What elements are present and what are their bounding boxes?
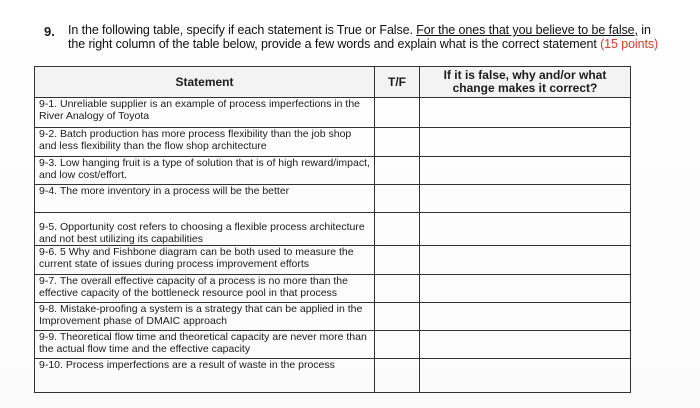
statement-cell: 9-7. The overall effective capacity of a process is no more than the effective capacity of the bottleneck resource pool in that process <box>35 275 375 303</box>
table-row <box>35 246 631 275</box>
prompt-underlined: For the ones that you believe to be false, <box>416 23 638 37</box>
tf-cell[interactable] <box>375 98 420 128</box>
statement-cell: 9-2. Batch production has more process flexibility than the job shop and less flexibility than the flow shop architecture <box>35 128 375 157</box>
table-row <box>35 213 631 246</box>
table-row <box>35 128 631 157</box>
correction-cell[interactable] <box>420 275 631 303</box>
statement-cell: 9-6. 5 Why and Fishbone diagram can be both used to measure the current state of issues during process improvement efforts <box>35 246 375 275</box>
points-label: (15 points) <box>600 37 659 51</box>
question-number: 9. <box>44 24 55 39</box>
correction-cell[interactable] <box>420 98 631 128</box>
tf-cell[interactable] <box>375 246 420 275</box>
header-statement: Statement <box>35 67 375 98</box>
header-correction: If it is false, why and/or what change makes it correct? <box>420 67 631 98</box>
correction-cell[interactable] <box>420 128 631 157</box>
tf-cell[interactable] <box>375 275 420 303</box>
statement-cell: 9-9. Theoretical flow time and theoretical capacity are never more than the actual flow time and the effective capacity <box>35 331 375 359</box>
statement-cell: 9-3. Low hanging fruit is a type of solution that is of high reward/impact, and low cost/effort. <box>35 157 375 185</box>
table-row <box>35 331 631 359</box>
table-row <box>35 185 631 213</box>
question-prompt <box>68 23 668 51</box>
prompt-intro: In the following table, specify if each statement is True or False. <box>68 23 417 37</box>
correction-cell[interactable] <box>420 331 631 359</box>
tf-cell[interactable] <box>375 303 420 331</box>
prompt-rest: in the right column of the table below, provide a few words and explain what is the correct statement <box>68 23 651 51</box>
statement-cell: 9-5. Opportunity cost refers to choosing a flexible process architecture and not best utilizing its capabilities <box>35 213 375 246</box>
header-tf: T/F <box>375 67 420 98</box>
statement-cell: 9-4. The more inventory in a process will be the better <box>35 185 375 213</box>
statement-cell: 9-1. Unreliable supplier is an example of process imperfections in the River Analogy of Toyota <box>35 98 375 128</box>
table-header-row <box>35 67 631 98</box>
correction-cell[interactable] <box>420 213 631 246</box>
table-row <box>35 157 631 185</box>
correction-cell[interactable] <box>420 303 631 331</box>
statement-cell: 9-10. Process imperfections are a result of waste in the process <box>35 359 375 393</box>
true-false-table <box>34 66 631 393</box>
table-row <box>35 98 631 128</box>
correction-cell[interactable] <box>420 246 631 275</box>
correction-cell[interactable] <box>420 185 631 213</box>
statement-cell: 9-8. Mistake-proofing a system is a strategy that can be applied in the Improvement phase of DMAIC approach <box>35 303 375 331</box>
tf-cell[interactable] <box>375 213 420 246</box>
table-row <box>35 359 631 393</box>
tf-cell[interactable] <box>375 128 420 157</box>
table-row <box>35 303 631 331</box>
tf-cell[interactable] <box>375 157 420 185</box>
tf-cell[interactable] <box>375 185 420 213</box>
correction-cell[interactable] <box>420 359 631 393</box>
tf-cell[interactable] <box>375 359 420 393</box>
correction-cell[interactable] <box>420 157 631 185</box>
table-row <box>35 275 631 303</box>
tf-cell[interactable] <box>375 331 420 359</box>
